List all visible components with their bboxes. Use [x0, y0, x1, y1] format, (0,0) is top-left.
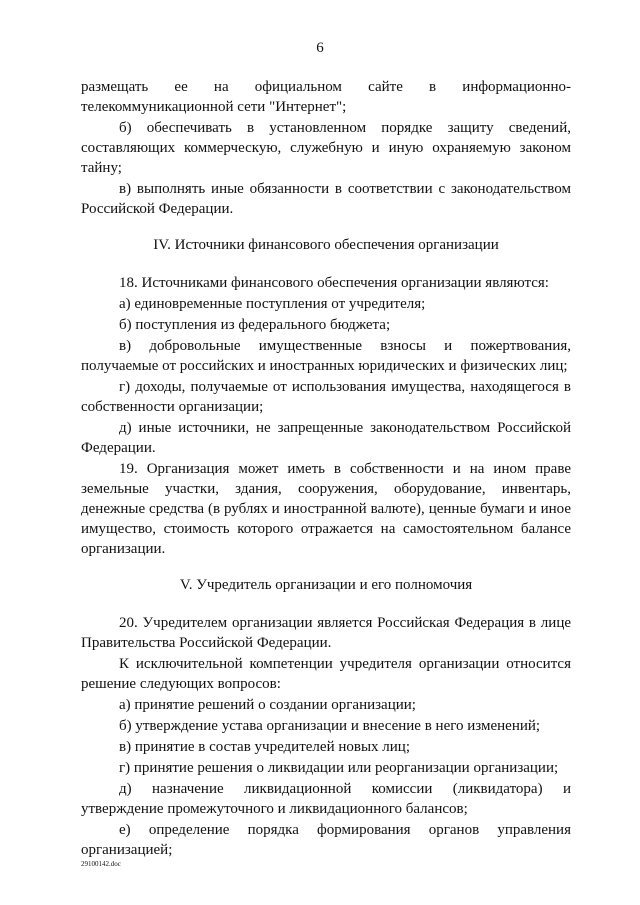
paragraph: б) поступления из федерального бюджета; [119, 317, 391, 333]
paragraph: 19. Организация может иметь в собственности и на ином праве земельные участки, здания, сооружения, оборудование, инвентарь, денежные средства (в рублях и иностранной валюте), ценные бумаги и иное имущество, стоимость которого отражается на самостоятельном балансе организации. [81, 461, 571, 557]
paragraph: 20. Учредителем организации является Российская Федерация в лице Правительства Российской Федерации. [81, 615, 571, 651]
footer-filename: 29100142.doc [81, 860, 121, 868]
section-heading-iv: IV. Источники финансового обеспечения организации [153, 237, 499, 253]
section-heading-v: V. Учредитель организации и его полномочия [179, 577, 473, 593]
paragraph: д) иные источники, не запрещенные законодательством Российской Федерации. [81, 420, 571, 456]
paragraph: К исключительной компетенции учредителя организации относится решение следующих вопросов: [81, 656, 571, 692]
paragraph: г) доходы, получаемые от использования имущества, находящегося в собственности организации; [81, 379, 571, 415]
paragraph: в) добровольные имущественные взносы и пожертвования, получаемые от российских и иностранных юридических и физических лиц; [81, 338, 571, 374]
paragraph: размещать ее на официальном сайте в информационно-телекоммуникационной сети "Интернет"; [81, 79, 571, 115]
document-body [81, 77, 571, 860]
paragraph: в) выполнять иные обязанности в соответствии с законодательством Российской Федерации. [81, 181, 571, 217]
paragraph: 18. Источниками финансового обеспечения организации являются: [119, 275, 549, 291]
paragraph: а) единовременные поступления от учредителя; [119, 296, 426, 312]
paragraph: а) принятие решений о создании организации; [119, 697, 416, 713]
paragraph: г) принятие решения о ликвидации или реорганизации организации; [119, 760, 559, 776]
paragraph: в) принятие в состав учредителей новых лиц; [119, 739, 410, 755]
page-number: 6 [316, 40, 324, 56]
paragraph: б) обеспечивать в установленном порядке защиту сведений, составляющих коммерческую, служебную и иную охраняемую законом тайну; [81, 120, 571, 176]
paragraph: е) определение порядка формирования органов управления организацией; [81, 822, 571, 858]
paragraph: б) утверждение устава организации и внесение в него изменений; [119, 718, 541, 734]
paragraph: д) назначение ликвидационной комиссии (ликвидатора) и утверждение промежуточного и ликвидационного балансов; [81, 781, 571, 817]
